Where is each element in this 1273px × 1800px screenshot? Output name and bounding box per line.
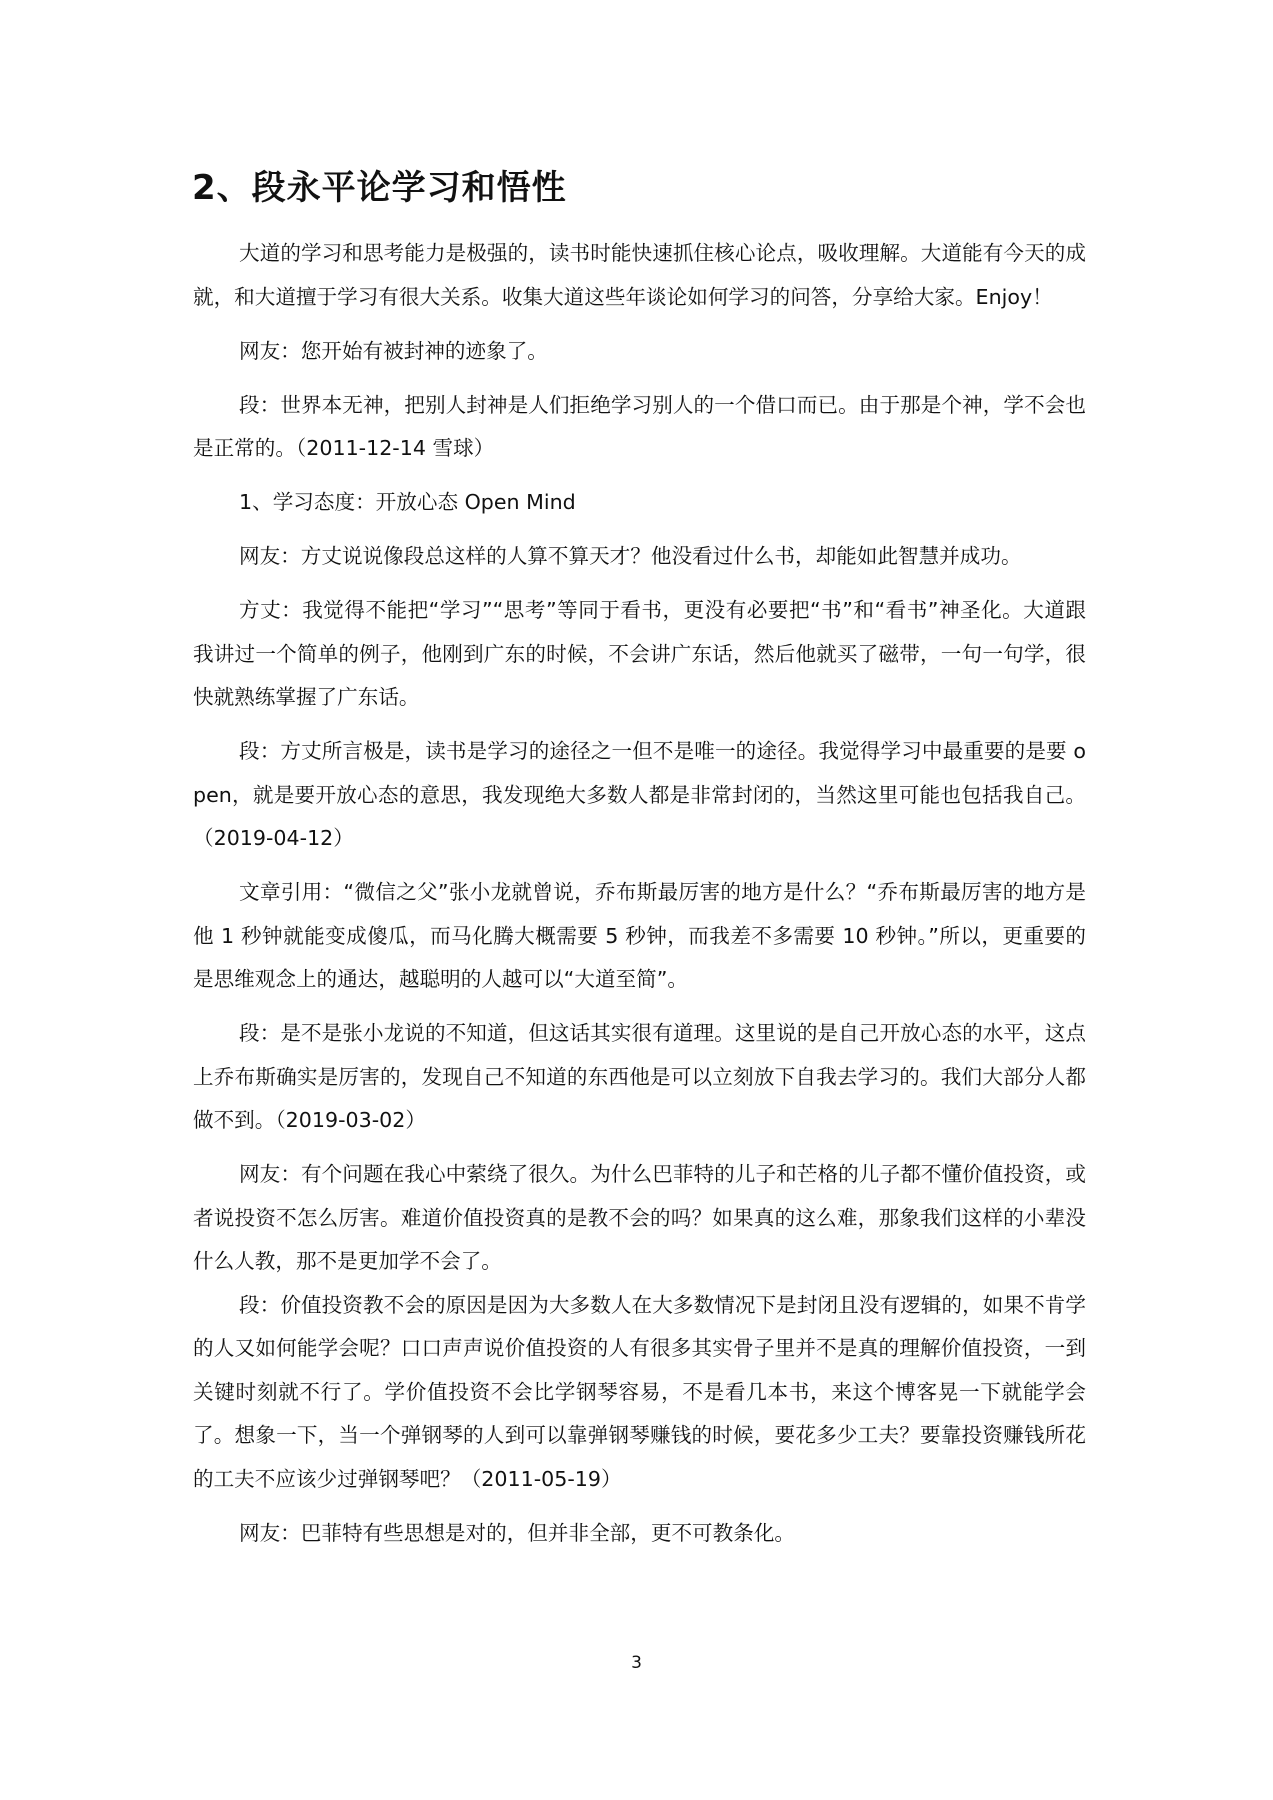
netizen-remark-paragraph: 网友：您开始有被封神的迹象了。 [239, 338, 548, 363]
netizen-question-paragraph: 网友：方丈说说像段总这样的人算不算天才？他没看过什么书，却能如此智慧并成功。 [239, 544, 1022, 568]
duan-open-reply-paragraph: 段：方丈所言极是，读书是学习的途径之一但不是唯一的途径。我觉得学习中最重要的是要 open，就是要开放心态的意思，我发现绝大多数人都是非常封闭的，当然这里可能也包括我自己。（2019-04-12） [193, 739, 1086, 850]
article-quote-paragraph: 文章引用：“微信之父”张小龙就曾说，乔布斯最厉害的地方是什么？“乔布斯最厉害的地方是他 1 秒钟就能变成傻瓜，而马化腾大概需要 5 秒钟，而我差不多需要 10 秒钟。”所以，更重要的是思维观念上的通达，越聪明的人越可以“大道至简”。 [193, 880, 1086, 991]
duan-jobs-reply-paragraph: 段：是不是张小龙说的不知道，但这话其实很有道理。这里说的是自己开放心态的水平，这点上乔布斯确实是厉害的，发现自己不知道的东西他是可以立刻放下自我去学习的。我们大部分人都做不到。（2019-03-02） [193, 1021, 1086, 1132]
page-title: 2、段永平论学习和悟性 [192, 168, 567, 208]
fangzhang-reply-paragraph: 方丈：我觉得不能把“学习”“思考”等同于看书，更没有必要把“书”和“看书”神圣化。大道跟我讲过一个简单的例子，他刚到广东的时候，不会讲广东话，然后他就买了磁带，一句一句学，很快就熟练掌握了广东话。 [193, 598, 1086, 709]
duan-reply-paragraph: 段：世界本无神，把别人封神是人们拒绝学习别人的一个借口而已。由于那是个神，学不会也是正常的。（2011-12-14 雪球） [193, 392, 1086, 460]
duan-value-investing-reply: 段：价值投资教不会的原因是因为大多数人在大多数情况下是封闭且没有逻辑的，如果不肯学的人又如何能学会呢？口口声声说价值投资的人有很多其实骨子里并不是真的理解价值投资，一到关键时刻就不行了。学价值投资不会比学钢琴容易，不是看几本书，来这个博客晃一下就能学会了。想象一下，当一个弹钢琴的人到可以靠弹钢琴赚钱的时候，要花多少工夫？要靠投资赚钱所花的工夫不应该少过弹钢琴吧？（2011-05-19） [193, 1292, 1086, 1491]
intro-paragraph: 大道的学习和思考能力是极强的，读书时能快速抓住核心论点，吸收理解。大道能有今天的成就，和大道擅于学习有很大关系。收集大道这些年谈论如何学习的问答，分享给大家。Enjoy！ [193, 241, 1086, 309]
netizen-buffett-remark: 网友：巴菲特有些思想是对的，但并非全部，更不可教条化。 [239, 1520, 796, 1545]
section-heading-open-mind: 1、学习态度：开放心态 Open Mind [239, 490, 576, 514]
page-number: 3 [631, 1653, 642, 1673]
netizen-value-investing-question: 网友：有个问题在我心中萦绕了很久。为什么巴菲特的儿子和芒格的儿子都不懂价值投资，或者说投资不怎么厉害。难道价值投资真的是教不会的吗？如果真的这么难，那象我们这样的小辈没什么人教，那不是更加学不会了。 [193, 1162, 1086, 1273]
document-body [193, 232, 1086, 1566]
